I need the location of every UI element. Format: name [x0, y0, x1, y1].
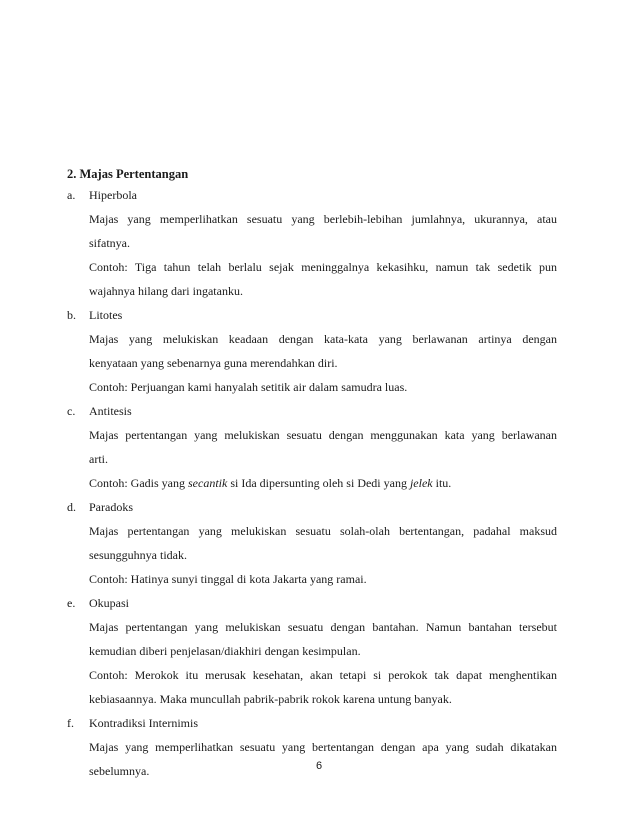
list-marker: a. [67, 188, 76, 202]
list-marker: f. [67, 716, 74, 730]
definition-line: sesungguhnya tidak. [89, 548, 187, 562]
definition-line: Majas yang memperlihatkan sesuatu yang bertentangan dengan apa yang sudah dikatakan [89, 740, 557, 754]
definition-line: arti. [89, 452, 108, 466]
example-text: si Ida dipersunting oleh si Dedi yang [227, 476, 410, 490]
example-italic-word: jelek [409, 476, 433, 490]
example-text: itu. [432, 476, 452, 490]
list-marker: e. [67, 596, 76, 610]
item-title: Litotes [89, 308, 123, 322]
list-item-kontradiksi-internimis [67, 711, 557, 783]
example-line: Contoh: Tiga tahun telah berlalu sejak meninggalnya kekasihku, namun tak sedetik pun [89, 260, 557, 274]
section-title: 2. Majas Pertentangan [67, 167, 189, 181]
example-line: wajahnya hilang dari ingatanku. [89, 284, 243, 298]
definition-line: Majas yang melukiskan keadaan dengan kata-kata yang berlawanan artinya dengan [89, 332, 557, 346]
majas-list [67, 183, 557, 783]
example-text: Contoh: Gadis yang [89, 476, 188, 490]
list-marker: b. [67, 308, 76, 322]
item-title: Antitesis [89, 404, 132, 418]
definition-line: Majas pertentangan yang melukiskan sesuatu solah-olah bertentangan, padahal maksud [89, 524, 557, 538]
definition-line: kenyataan yang sebenarnya guna merendahkan diri. [89, 356, 338, 370]
definition-line: Majas pertentangan yang melukiskan sesuatu dengan bantahan. Namun bantahan tersebut [89, 620, 557, 634]
list-item-paradoks [67, 495, 557, 591]
item-title: Kontradiksi Internimis [89, 716, 198, 730]
definition-line: sebelumnya. [89, 764, 150, 778]
list-marker: d. [67, 500, 76, 514]
example-line: Contoh: Hatinya sunyi tinggal di kota Jakarta yang ramai. [89, 572, 367, 586]
item-title: Okupasi [89, 596, 129, 610]
definition-line: Majas yang memperlihatkan sesuatu yang berlebih-lebihan jumlahnya, ukurannya, atau [89, 212, 557, 226]
definition-line: kemudian diberi penjelasan/diakhiri dengan kesimpulan. [89, 644, 361, 658]
example-line: Contoh: Merokok itu merusak kesehatan, akan tetapi si perokok tak dapat menghentikan [89, 668, 557, 682]
item-title: Hiperbola [89, 188, 137, 202]
example-line: kebiasaannya. Maka muncullah pabrik-pabrik rokok karena untung banyak. [89, 692, 452, 706]
list-item-okupasi [67, 591, 557, 711]
example-italic-word: secantik [188, 476, 228, 490]
list-marker: c. [67, 404, 76, 418]
definition-line: sifatnya. [89, 236, 130, 250]
page-number: 6 [315, 760, 323, 772]
list-item-hiperbola [67, 183, 557, 303]
list-item-litotes [67, 303, 557, 399]
item-title: Paradoks [89, 500, 133, 514]
definition-line: Majas pertentangan yang melukiskan sesuatu dengan menggunakan kata yang berlawanan [89, 428, 557, 442]
example-line [89, 471, 557, 495]
example-line: Contoh: Perjuangan kami hanyalah setitik air dalam samudra luas. [89, 380, 408, 394]
list-item-antitesis [67, 399, 557, 495]
